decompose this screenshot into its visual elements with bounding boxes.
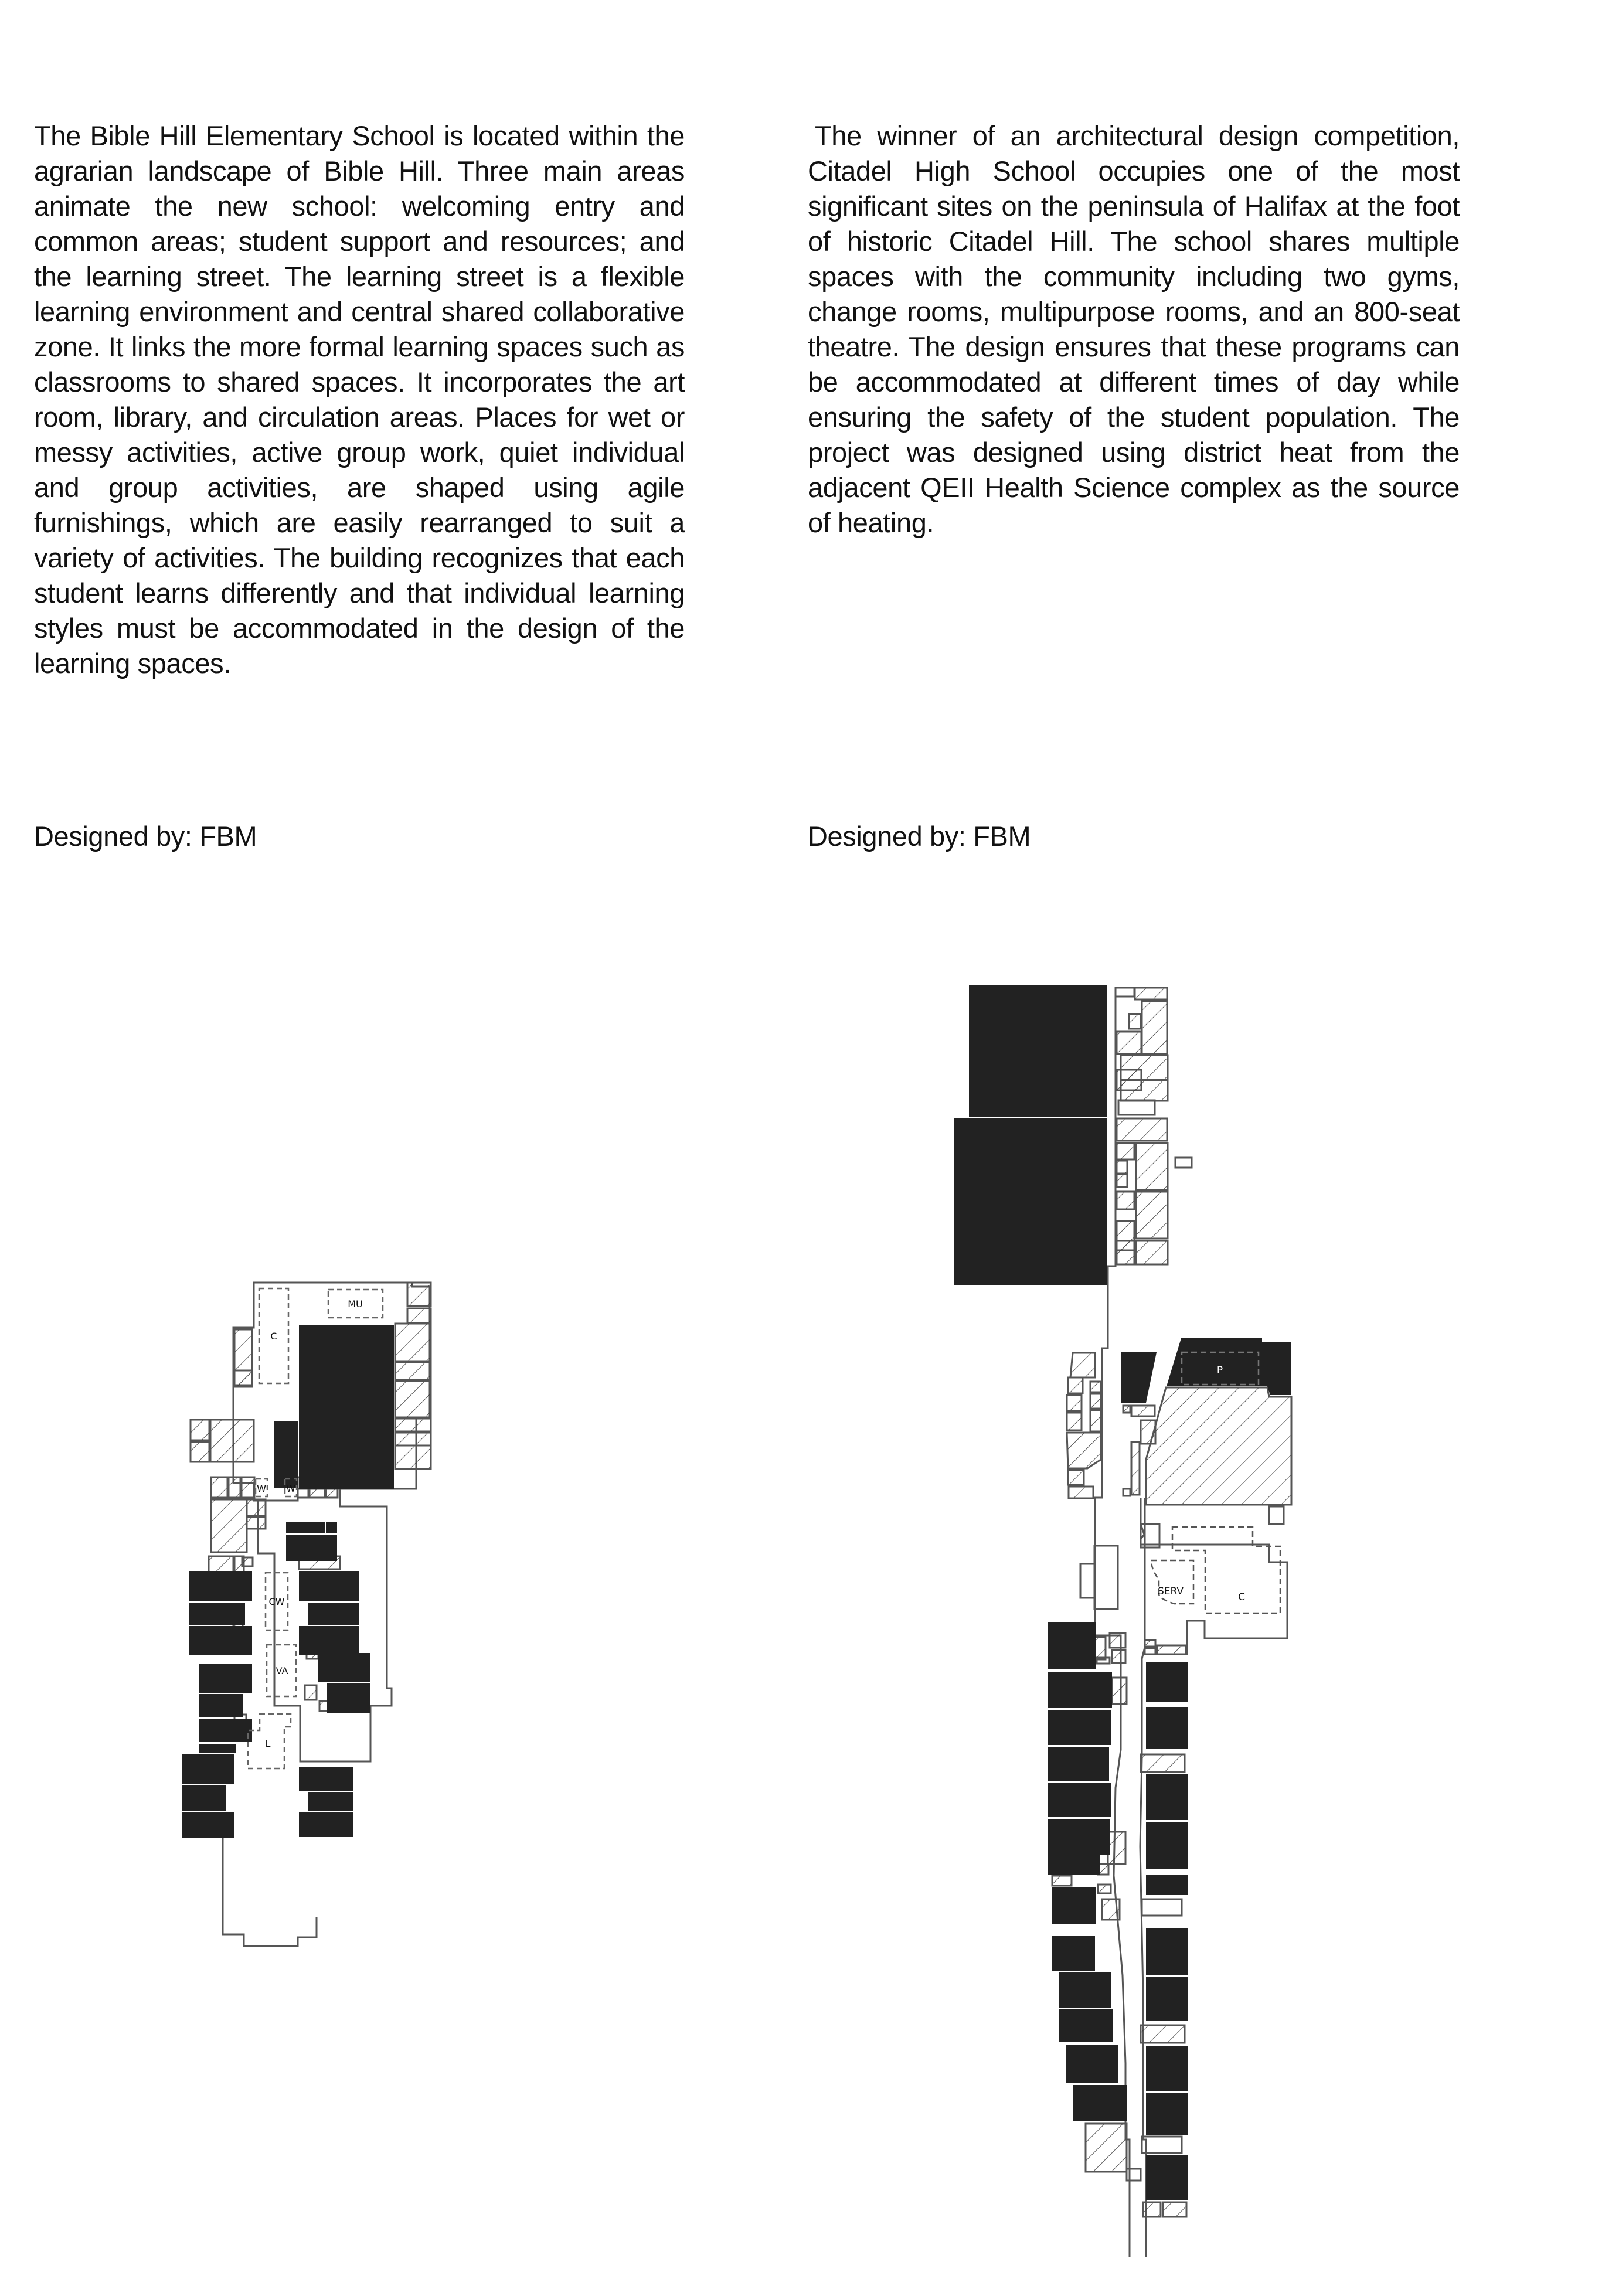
stage-block xyxy=(1121,1352,1157,1403)
hatched-room xyxy=(1102,1899,1120,1920)
hatched-room xyxy=(1163,2202,1186,2217)
room-label-multipurpose: MU xyxy=(348,1298,363,1309)
hatched-room xyxy=(1145,1648,1155,1654)
hatched-room xyxy=(1098,1885,1111,1893)
classroom xyxy=(1146,1774,1188,1820)
classroom xyxy=(1048,1710,1111,1745)
storage-room xyxy=(1118,1100,1155,1115)
hatched-room xyxy=(1108,1832,1125,1864)
classroom xyxy=(1146,2093,1188,2135)
hatched-room xyxy=(1143,2202,1161,2217)
hatched-room xyxy=(1123,1406,1130,1413)
classroom xyxy=(1048,1819,1100,1875)
theatre-hatched xyxy=(1146,1387,1291,1505)
storage-room xyxy=(1269,1506,1284,1524)
room-label-washroom: W xyxy=(257,1483,266,1494)
hatched-room xyxy=(1136,1143,1168,1190)
hatched-room xyxy=(1067,1395,1082,1411)
classroom xyxy=(1146,1875,1188,1895)
room-label-library: L xyxy=(265,1738,271,1749)
hatched-room xyxy=(1135,988,1167,999)
bible-hill-credit: Designed by: FBM xyxy=(34,821,257,852)
room-label-visual-arts: VA xyxy=(276,1665,288,1676)
classroom xyxy=(1048,1622,1096,1669)
hatched-room xyxy=(1145,1640,1155,1647)
hatched-room xyxy=(1136,1241,1168,1264)
hatched-room xyxy=(1157,1645,1186,1654)
hatched-room xyxy=(1067,1433,1101,1468)
hatched-room xyxy=(1123,1489,1130,1496)
classroom xyxy=(1073,2085,1127,2121)
citadel-description: The winner of an architectural design competition, Citadel High School occupies one of the most significant sites on the peninsula of Halifax at the foot of historic Citadel Hill. The school shares multiple spaces with the community including two gyms, change rooms, multipurpose rooms, and an 800-seat theatre. The design ensures that these programs can be accommodated at different times of day while ensuring the safety of the student population. The project was designed using district heat from the adjacent QEII Health Science complex as the source of heating. xyxy=(808,120,1460,538)
classroom xyxy=(1066,2045,1118,2083)
classroom xyxy=(1059,2009,1113,2042)
hatched-role xyxy=(1052,1876,1072,1886)
hatched-room xyxy=(1068,1377,1083,1393)
hatched-room xyxy=(1086,2124,1127,2172)
storage-room xyxy=(1080,1564,1095,1598)
hatched-room xyxy=(1117,1241,1134,1264)
stage-block xyxy=(1167,1338,1291,1395)
storage-room xyxy=(1142,2137,1182,2153)
bible-hill-description: The Bible Hill Elementary School is located within the agrarian landscape of Bible Hill. Three main areas animate the new school: welcoming entry and common areas; student support and resources; and the learning street. The learning street is a flexible learning environment and central shared collaborative zone. It links the more formal learning spaces such as classrooms to shared spaces. It incorporates the art room, library, and circulation areas. Places for wet or messy activities, active group work, quiet individual and group activities, are shaped using agile furnishings, which are easily rearranged to suit a variety of activities. The building recognizes that each student learns differently and that individual learning styles must be accommodated in the design of the learning spaces. xyxy=(34,120,685,679)
classroom xyxy=(1146,1928,1188,1975)
hatched-room xyxy=(1117,1118,1167,1141)
hatched-room xyxy=(1090,1410,1101,1431)
classroom xyxy=(1048,1747,1109,1781)
hatched-room xyxy=(1142,1001,1167,1054)
classroom xyxy=(1146,2046,1188,2091)
hatched-room xyxy=(1121,1080,1168,1101)
classroom xyxy=(1146,1977,1188,2021)
classroom xyxy=(1052,1887,1096,1924)
hatched-room xyxy=(1097,1658,1110,1664)
room-label-commons: C xyxy=(270,1331,277,1342)
storage-room xyxy=(1142,1899,1182,1916)
hatched-room xyxy=(1141,1754,1185,1772)
hatched-room xyxy=(1112,1650,1125,1663)
hatched-room xyxy=(1136,1192,1168,1239)
classroom xyxy=(1059,1972,1111,2008)
citadel-credit: Designed by: FBM xyxy=(808,821,1031,852)
zone-outline xyxy=(1172,1527,1280,1613)
hatched-room xyxy=(1117,1143,1134,1159)
hatched-room xyxy=(1141,2025,1185,2043)
hatched-room xyxy=(1129,1014,1141,1029)
hatched-room xyxy=(1067,1413,1082,1430)
hatched-room xyxy=(1090,1382,1101,1392)
hatched-room xyxy=(1110,1633,1125,1648)
hatched-room xyxy=(1095,1637,1106,1659)
room-label-servery: SERV xyxy=(1157,1586,1184,1597)
room-label-cafeteria: C xyxy=(1238,1591,1245,1603)
hatched-room xyxy=(1117,1161,1127,1173)
hatched-room xyxy=(1090,1394,1101,1409)
hatched-room xyxy=(1131,1442,1140,1495)
storage-room xyxy=(1116,988,1134,996)
hatched-room xyxy=(1069,1487,1093,1498)
commons-outline xyxy=(1141,1498,1287,1654)
hatched-room xyxy=(1112,1678,1127,1704)
hatched-room xyxy=(1117,1032,1141,1054)
room-label-washroom: W xyxy=(286,1483,295,1494)
classroom xyxy=(1146,2155,1188,2200)
classroom xyxy=(1048,1783,1111,1817)
classroom xyxy=(1146,1707,1188,1749)
hatched-room xyxy=(1068,1470,1084,1485)
classroom xyxy=(1146,1822,1188,1869)
hatched-room xyxy=(1117,1192,1134,1209)
hatched-room xyxy=(1131,1406,1155,1416)
storage-room xyxy=(1175,1158,1192,1168)
room-label-collaborative-work: CW xyxy=(268,1596,285,1607)
classroom xyxy=(1052,1936,1095,1971)
storage-room xyxy=(1094,1546,1118,1609)
room-label-performance: P xyxy=(1216,1365,1223,1376)
gymnasium xyxy=(954,1118,1107,1285)
classroom xyxy=(1048,1672,1112,1708)
gymnasium xyxy=(969,985,1107,1117)
classroom xyxy=(1146,1662,1188,1702)
hatched-room xyxy=(1117,1174,1127,1187)
hatched-room xyxy=(1070,1353,1095,1377)
